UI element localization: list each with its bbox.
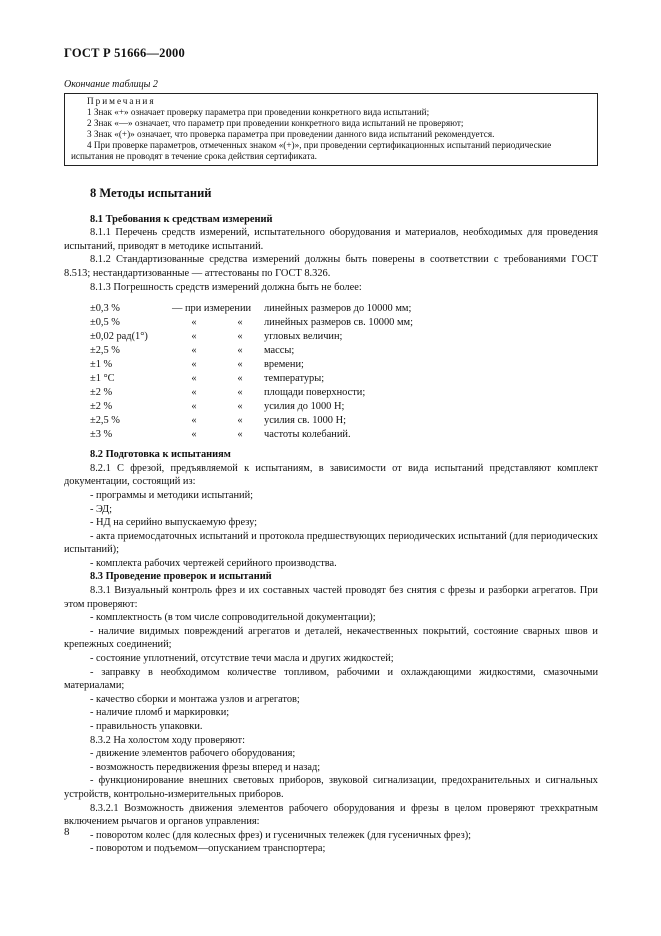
accuracy-description: линейных размеров до 10000 мм; — [264, 303, 412, 315]
accuracy-ditto: « — [191, 359, 197, 371]
accuracy-row — [90, 414, 598, 428]
subsection-heading-8-1: 8.1 Требования к средствам измерений — [90, 213, 273, 225]
accuracy-ditto: « — [191, 429, 197, 441]
accuracy-description: усилия до 1000 Н; — [264, 401, 345, 413]
accuracy-measure-label: — при измерении — [172, 303, 252, 315]
accuracy-description: угловых величин; — [264, 331, 343, 343]
accuracy-ditto: « — [191, 373, 197, 385]
document-page — [64, 46, 598, 856]
accuracy-row — [90, 344, 598, 358]
accuracy-value: ±0,5 % — [90, 317, 120, 329]
subsection-heading-8-3: 8.3 Проведение проверок и испытаний — [90, 571, 272, 583]
note-item: 3 Знак «(+)» означает, что проверка параметра при проведении данного вида испытаний рекомендуется. — [87, 129, 495, 140]
accuracy-value: ±1 °С — [90, 373, 115, 385]
accuracy-ditto: « — [237, 331, 243, 343]
accuracy-ditto: « — [191, 387, 197, 399]
accuracy-description: линейных размеров св. 10000 мм; — [264, 317, 413, 329]
list-item: - акта приемосдаточных испытаний и протокола предшествующих периодических испытаний (для периодических испытаний); — [64, 530, 598, 556]
list-item: - правильность упаковки. — [90, 721, 203, 732]
section-heading: 8 Методы испытаний — [90, 185, 212, 200]
accuracy-ditto: « — [191, 331, 197, 343]
accuracy-row — [90, 386, 598, 400]
notes-box — [64, 93, 598, 166]
list-item: - состояние уплотнений, отсутствие течи масла и других жидкостей; — [90, 653, 394, 665]
list-item: - качество сборки и монтажа узлов и агрегатов; — [90, 693, 300, 705]
paragraph-8-2-1: 8.2.1 С фрезой, предъявляемой к испытаниям, в зависимости от вида испытаний представляют комплект документации, состоящий из: — [64, 462, 598, 488]
paragraph-8-1-3: 8.1.3 Погрешность средств измерений должна быть не более: — [90, 281, 362, 293]
accuracy-value: ±2,5 % — [90, 415, 120, 427]
list-item: - комплектность (в том числе сопроводительной документации); — [90, 612, 376, 624]
accuracy-ditto: « — [237, 387, 243, 399]
list-item: - заправку в необходимом количестве топливом, рабочими и охлаждающими жидкостями, смазочными материалами; — [64, 666, 598, 692]
paragraph-8-3-1: 8.3.1 Визуальный контроль фрез и их составных частей проводят без снятия с фрезы и разборки агрегатов. При этом проверяют: — [64, 585, 598, 610]
accuracy-row — [90, 428, 598, 442]
accuracy-value: ±2,5 % — [90, 345, 120, 357]
accuracy-ditto: « — [237, 373, 243, 385]
paragraph-8-3-2-1: 8.3.2.1 Возможность движения элементов рабочего оборудования и фрезы в целом проверяют трехкратным включением рычагов и органов управления: — [64, 802, 598, 828]
accuracy-value: ±1 % — [90, 359, 113, 371]
accuracy-value: ±2 % — [90, 401, 113, 413]
list-item: - наличие видимых повреждений агрегатов и деталей, некачественных покрытий, состояние сварных швов и крепежных соединений; — [64, 625, 598, 651]
accuracy-description: температуры; — [264, 373, 325, 385]
accuracy-row — [90, 302, 598, 316]
accuracy-ditto: « — [237, 359, 243, 371]
accuracy-description: частоты колебаний. — [264, 429, 351, 441]
list-item: - ЭД; — [90, 503, 113, 515]
list-item: - поворотом и подъемом—опусканием транспортера; — [90, 843, 326, 855]
accuracy-value: ±0,02 рад(1°) — [90, 331, 148, 343]
paragraph-8-3-2: 8.3.2 На холостом ходу проверяют: — [90, 734, 245, 746]
note-item: 2 Знак «—» означает, что параметр при проведении конкретного вида испытаний не проверяют; — [87, 118, 464, 129]
list-item: - возможность передвижения фрезы вперед и назад; — [90, 761, 321, 773]
accuracy-row — [90, 316, 598, 330]
notes-title: Примечания — [87, 96, 156, 106]
note-item: 4 При проверке параметров, отмеченных знаком «(+)», при проведении сертификационных испытаний периодические испытания не проводят в течение срока действия сертификата. — [71, 140, 552, 162]
paragraph-8-1-1: 8.1.1 Перечень средств измерений, испытательного оборудования и материалов, необходимых для проведения испытаний, приводят в методике испытаний. — [64, 227, 598, 252]
document-code: ГОСТ Р 51666—2000 — [64, 46, 185, 60]
page-number: 8 — [64, 826, 70, 838]
paragraph-8-1-2: 8.1.2 Стандартизованные средства измерений должны быть поверены в соответствии с требованиями ГОСТ 8.513; нестандартизованные — аттестованы по ГОСТ 8.326. — [64, 254, 598, 279]
accuracy-description: площади поверхности; — [264, 387, 366, 399]
list-item: - наличие пломб и маркировки; — [90, 707, 230, 719]
table-continuation-label: Окончание таблицы 2 — [64, 79, 158, 90]
list-item: - поворотом колес (для колесных фрез) и гусеничных тележек (для гусеничных фрез); — [90, 829, 472, 841]
accuracy-ditto: « — [237, 401, 243, 413]
accuracy-ditto: « — [237, 415, 243, 427]
accuracy-description: массы; — [264, 345, 295, 357]
accuracy-description: усилия св. 1000 Н; — [264, 415, 346, 427]
accuracy-row — [90, 372, 598, 386]
accuracy-ditto: « — [237, 317, 243, 329]
accuracy-ditto: « — [237, 429, 243, 441]
accuracy-row — [90, 400, 598, 414]
list-item: - программы и методики испытаний; — [90, 489, 254, 501]
accuracy-ditto: « — [191, 317, 197, 329]
accuracy-value: ±3 % — [90, 429, 113, 441]
list-item: - НД на серийно выпускаемую фрезу; — [90, 517, 258, 529]
accuracy-list — [90, 302, 598, 442]
subsection-heading-8-2: 8.2 Подготовка к испытаниям — [90, 449, 231, 461]
accuracy-ditto: « — [191, 401, 197, 413]
accuracy-value: ±0,3 % — [90, 303, 120, 315]
list-item: - функционирование внешних световых приборов, звуковой сигнализации, предохранительных и сигнальных устройств, контрольно-измерительных приборов. — [64, 775, 598, 800]
accuracy-ditto: « — [237, 345, 243, 357]
accuracy-row — [90, 330, 598, 344]
accuracy-value: ±2 % — [90, 387, 113, 399]
accuracy-description: времени; — [264, 359, 304, 371]
accuracy-ditto: « — [191, 415, 197, 427]
list-item: - комплекта рабочих чертежей серийного производства. — [90, 557, 337, 569]
note-item: 1 Знак «+» означает проверку параметра при проведении конкретного вида испытаний; — [87, 107, 430, 118]
accuracy-row — [90, 358, 598, 372]
accuracy-ditto: « — [191, 345, 197, 357]
list-item: - движение элементов рабочего оборудования; — [90, 748, 296, 760]
